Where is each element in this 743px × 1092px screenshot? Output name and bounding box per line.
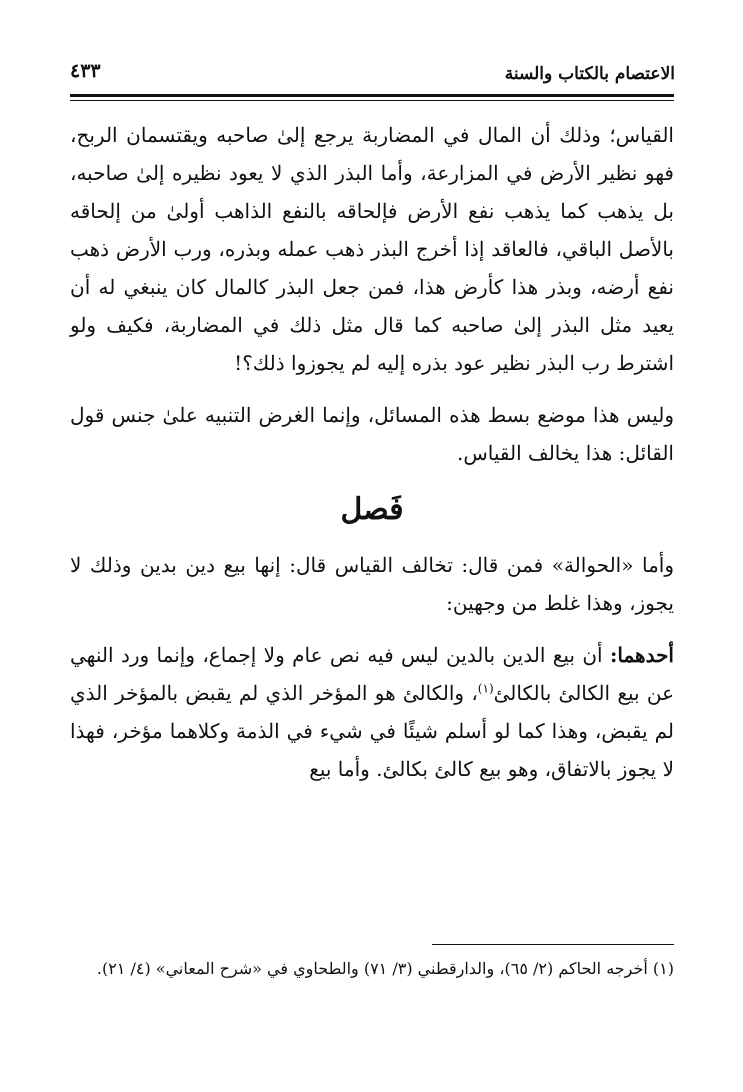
footnote-1: (١) أخرجه الحاكم (٢/ ٦٥)، والدارقطني (٣/ ٧١) والطحاوي في «شرح المعاني» (٤/ ٢١). [96, 959, 674, 978]
paragraph-gap [70, 382, 674, 396]
paragraph-2: وليس هذا موضع بسط هذه المسائل، وإنما الغرض التنبيه علىٰ جنس قول القائل: هذا يخالف القياس. [70, 403, 674, 465]
footnote-reference[interactable]: (١) [477, 681, 494, 696]
header-rule-thick [70, 94, 674, 97]
main-text [70, 116, 674, 788]
paragraph-4-lead: أحدهما: [609, 643, 674, 667]
paragraph-1: القياس؛ وذلك أن المال في المضاربة يرجع إلىٰ صاحبه ويقتسمان الربح، فهو نظير الأرض في المزارعة، وأما البذر الذي لا يعود نظيره إلىٰ صاحبه، بل يذهب كما يذهب نفع الأرض فإلحاقه بالنفع الذاهب أولىٰ من إلحاقه بالأصل الباقي، فالعاقد إذا أخرج البذر ذهب عمله وبذره، ورب الأرض ذهب نفع أرضه، وبذر هذا كأرض هذا، فمن جعل البذر كالمال كان ينبغي له أن يعيد مثل البذر إلىٰ صاحبه كما قال مثل ذلك في المضاربة، فكيف ولو اشترط رب البذر نظير عود بذره إليه لم يجوزوا ذلك؟! [70, 123, 674, 375]
header-rule-thin [70, 100, 674, 101]
paragraph-4-text-b: ، والكالئ هو المؤخر الذي لم يقبض بالمؤخر الذي لم يقبض، وهذا كما لو أسلم شيئًا في شيء في الذمة وكلاهما مؤخر، فهذا لا يجوز بالاتفاق، وهو بيع كالئ بكالئ. وأما بيع [70, 681, 674, 781]
footnote-separator [432, 944, 674, 945]
paragraph-3: وأما «الحوالة» فمن قال: تخالف القياس قال: إنها بيع دين بدين وذلك لا يجوز، وهذا غلط من وجهين: [70, 553, 674, 615]
page-number: ٤٣٣ [70, 60, 101, 82]
paragraph-gap [70, 622, 674, 636]
running-header-title: الاعتصام بالكتاب والسنة [504, 64, 675, 84]
section-heading: فَصل [340, 492, 404, 527]
paragraph-4 [70, 636, 674, 788]
paragraph-4-text-a: أن بيع الدين بالدين ليس فيه نص عام ولا إجماع، وإنما ورد النهي عن بيع الكالئ بالكالئ [70, 643, 674, 705]
